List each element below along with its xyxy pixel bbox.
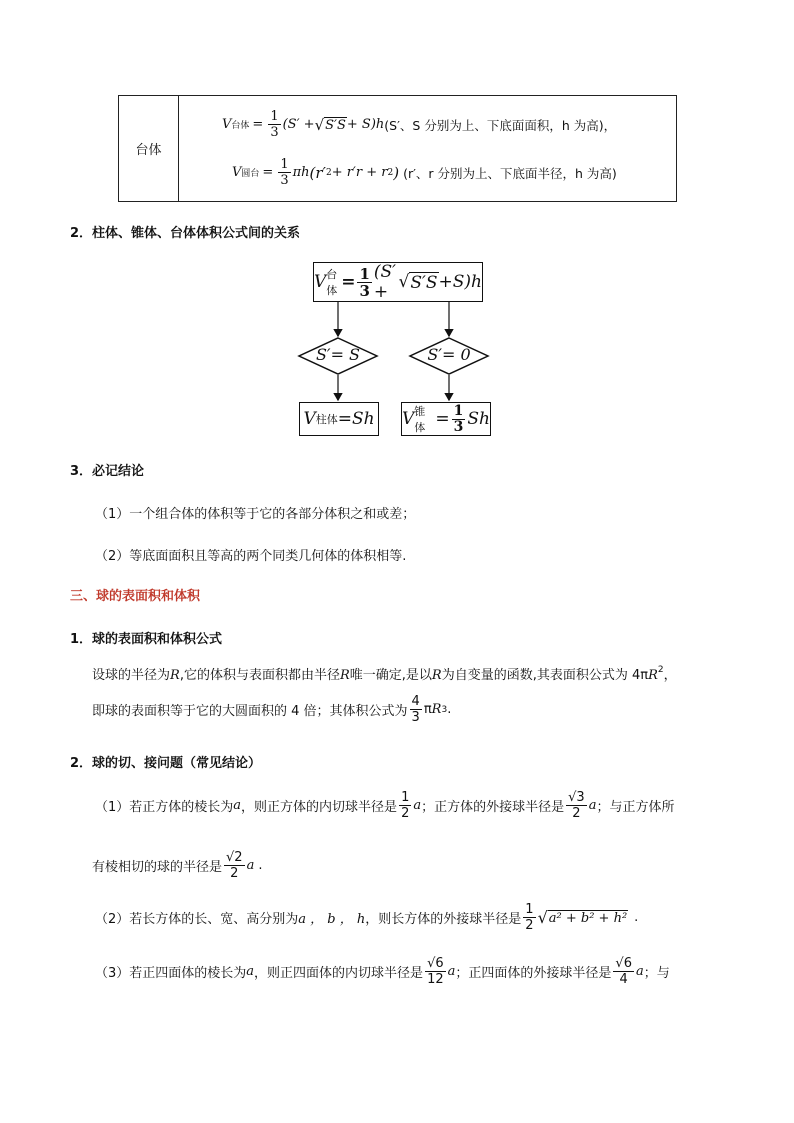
- sphere-item-1: （1）若正方体的棱长为 a ，则正方体的内切球半径是 $\frac{1}{2}$ a ；正方体的外接球半径是 $\frac{√3}{2}$ a ；与正方体所: [95, 790, 675, 821]
- conclusion-item: （1）一个组合体的体积等于它的各部分体积之和或差；: [95, 507, 416, 522]
- flow-box-prism: V 柱体 =Sh: [299, 402, 379, 436]
- sphere-item-2: （2）若长方体的长、宽、高分别为 a ， b ， h ，则长方体的外接球半径是 $\frac{1}{2}$ √ a² + b² + h² .: [95, 902, 639, 933]
- section-heading: 1．球的表面积和体积公式: [70, 632, 223, 647]
- diamond-right-label: S′= 0: [427, 345, 471, 364]
- flow-box-pyramid: V 锥体 = $\frac{1}{3}$ Sh: [402, 402, 490, 435]
- section-heading: 2．球的切、接问题（常见结论）: [70, 756, 262, 771]
- section-heading: 3．必记结论: [70, 464, 145, 479]
- conclusion-item: （2）等底面面积且等高的两个同类几何体的体积相等.: [95, 549, 407, 564]
- part-title: 三、球的表面积和体积: [70, 589, 201, 604]
- truncated-cone-volume-formula: V 圆台 = $\frac{1}{3}$ πh (r′ 2 + r′r + r 2 ) (r′、r 分别为上、下底面半径，h 为高): [232, 157, 617, 188]
- sphere-item-1-cont: 有棱相切的球的半径是 $\frac{√2}{2}$ a .: [92, 850, 263, 881]
- fraction: $\frac{1}{3}$: [270, 109, 279, 140]
- fraction: $\frac{1}{3}$: [280, 157, 289, 188]
- flowchart-connectors: [0, 0, 794, 460]
- table-row-label: 台体: [119, 96, 179, 202]
- frustum-volume-formula: V 台体 = $\frac{1}{3}$ (S′ + √ S′S + S)h (S′、S 分别为上、下底面面积，h 为高)，: [222, 109, 617, 140]
- section-heading: 2．柱体、锥体、台体体积公式间的关系: [70, 226, 301, 241]
- paragraph: 设球的半径为R,它的体积与表面积都由半径R唯一确定,是以R为自变量的函数,其表面积公式为 $4\pi R^2$，: [92, 665, 677, 683]
- diamond-left-label: S′= S: [315, 345, 361, 364]
- paragraph: 即球的表面积等于它的大圆面积的 4 倍；其体积公式为 $\frac{4}{3}$ π R 3 .: [92, 694, 452, 725]
- flow-box-frustum: V 台体 = $\frac{1}{3}$ (S′+ √ S′S +S)h: [314, 262, 482, 302]
- sphere-item-3: （3）若正四面体的棱长为 a ，则正四面体的内切球半径是 $\frac{√6}{12}$ a ；正四面体的外接球半径是 $\frac{√6}{4}$ a ；与: [95, 956, 670, 987]
